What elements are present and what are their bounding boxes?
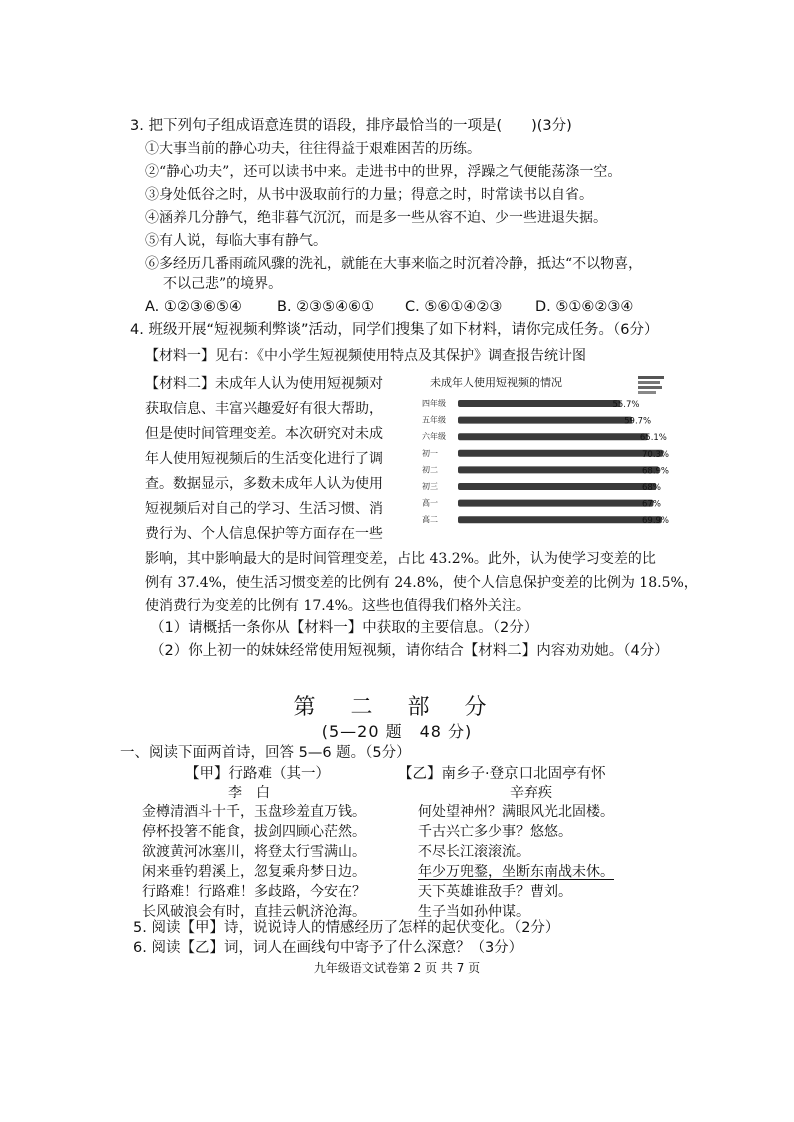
q4-material2-line-5: 查。数据显示，多数未成年人认为使用 xyxy=(145,476,383,492)
q3-sentence-3: ③身处低谷之时，从书中汲取前行的力量；得意之时，时常读书以自省。 xyxy=(145,187,593,203)
chart-value-label: 68% xyxy=(642,483,661,493)
poem-a-line-5: 行路难！行路难！多歧路，今安在？ xyxy=(142,884,366,900)
q4-material2-line-1: 【材料二】未成年人认为使用短视频对 xyxy=(145,376,383,392)
poem-a-line-1: 金樽清酒斗十千，玉盘珍羞直万钱。 xyxy=(142,804,366,820)
q4-material1: 【材料一】见右：《中小学生短视频使用特点及其保护》调查报告统计图 xyxy=(145,348,586,364)
q3-sentence-1: ①大事当前的静心功夫，往往得益于艰难困苦的历练。 xyxy=(145,141,481,157)
poem-a-line-6: 长风破浪会有时，直挂云帆济沧海。 xyxy=(142,904,366,920)
chart-category-label: 初三 xyxy=(422,482,438,491)
q5-stem: 5. 阅读【甲】诗，说说诗人的情感经历了怎样的起伏变化。（2分） xyxy=(133,920,560,936)
q4-material2-line-7: 费行为、个人信息保护等方面存在一些 xyxy=(145,526,383,542)
usage-bar-chart-svg xyxy=(420,372,670,532)
chart-value-label: 55.7% xyxy=(612,400,640,410)
chart-bar xyxy=(458,466,659,473)
q4-material2-cont-2: 例有 37.4%，使生活习惯变差的比例有 24.8%，使个人信息保护变差的比例为 18.5%， xyxy=(145,575,698,591)
q3-option-c: C. ⑤⑥①④②③ xyxy=(405,299,503,315)
chart-category-label: 初二 xyxy=(422,465,438,475)
q4-sub2: （2）你上初一的妹妹经常使用短视频，请你结合【材料二】内容劝劝她。（4分） xyxy=(150,643,669,659)
q3-stem: 3. 把下列句子组成语意连贯的语段，排序最恰当的一项是( )(3分) xyxy=(130,118,572,134)
chart-bar xyxy=(458,433,648,440)
chart-value-label: 65.1% xyxy=(639,433,667,444)
chart-category-label: 高二 xyxy=(422,515,438,525)
chart-category-label: 四年级 xyxy=(422,399,446,408)
poem-b-line-1: 何处望神州？满眼风光北固楼。 xyxy=(418,804,614,820)
q3-option-d: D. ⑤①⑥②③④ xyxy=(535,299,634,315)
q4-sub1: （1）请概括一条你从【材料一】中获取的主要信息。（2分） xyxy=(150,620,539,636)
chart-category-label: 高一 xyxy=(422,498,438,508)
q4-material2-line-3: 但是使时间管理变差。本次研究对未成 xyxy=(145,426,383,442)
chart-bar xyxy=(458,483,656,490)
q3-sentence-6-cont: 不以己悲”的境界。 xyxy=(163,276,283,292)
part2-title: 第 二 部 分 xyxy=(293,695,501,720)
part2-subtitle: (5—20 题 48 分) xyxy=(321,722,473,741)
poem-a-line-3: 欲渡黄河冰塞川，将登太行雪满山。 xyxy=(142,844,366,860)
page-footer: 九年级语文试卷第 2 页 共 7 页 xyxy=(313,961,481,975)
q3-sentence-6: ⑥多经历几番雨疏风骤的洗礼，就能在大事来临之时沉着冷静，抵达“不以物喜， xyxy=(145,256,643,272)
q3-sentence-2: ②“静心功夫”，还可以读书中来。走进书中的世界，浮躁之气便能荡涤一空。 xyxy=(145,164,622,180)
poem-b-line-6: 生子当如孙仲谋。 xyxy=(418,904,530,920)
q4-material2-cont-1: 影响，其中影响最大的是时间管理变差，占比 43.2%。此外，认为使学习变差的比 xyxy=(145,551,656,567)
chart-bar xyxy=(458,417,632,424)
section1-heading: 一、阅读下面两首诗，回答 5—6 题。（5分） xyxy=(120,745,411,761)
poem-b-line-3: 不尽长江滚滚流。 xyxy=(418,844,530,860)
chart-bar xyxy=(458,400,620,407)
poem-a-title: 【甲】行路难（其一） xyxy=(185,766,330,782)
q4-material2-line-2: 获取信息、丰富兴趣爱好有很大帮助， xyxy=(145,401,383,417)
chart-value-label: 69.9% xyxy=(642,516,670,527)
chart-category-label: 五年级 xyxy=(422,415,446,425)
q6-stem: 6. 阅读【乙】词，词人在画线句中寄予了什么深意？（3分） xyxy=(133,940,524,956)
q4-material2-line-6: 短视频后对自己的学习、生活习惯、消 xyxy=(145,501,383,517)
q3-option-b: B. ②③⑤④⑥① xyxy=(277,299,375,315)
q3-option-a: A. ①②③⑥⑤④ xyxy=(145,299,242,315)
chart-bar xyxy=(458,450,663,457)
chart-category-label: 六年级 xyxy=(422,432,446,442)
q3-sentence-4: ④涵养几分静气，绝非暮气沉沉，而是多一些从容不迫、少一些进退失据。 xyxy=(145,210,607,226)
poem-b-line-2: 千古兴亡多少事？悠悠。 xyxy=(418,824,572,840)
poem-b-line-5: 天下英雄谁敌手？曹刘。 xyxy=(418,884,572,900)
usage-bar-chart xyxy=(420,372,670,532)
poem-a-line-2: 停杯投箸不能食，拔剑四顾心茫然。 xyxy=(142,824,366,840)
q4-material2-line-4: 年人使用短视频后的生活变化进行了调 xyxy=(145,451,383,467)
chart-bar xyxy=(458,500,653,507)
poem-b-title: 【乙】南乡子·登京口北固亭有怀 xyxy=(398,766,606,782)
q4-material2-cont-3: 使消费行为变差的比例有 17.4%。这些也值得我们格外关注。 xyxy=(145,598,530,614)
chart-value-label: 59.7% xyxy=(624,416,652,427)
poem-b-line-4-underlined: 年少万兜鍪，坐断东南战未休。 xyxy=(418,864,614,880)
chart-category-label: 初一 xyxy=(422,448,438,458)
chart-value-label: 70.3% xyxy=(642,449,670,460)
chart-value-label: 67% xyxy=(642,499,661,510)
poem-a-line-4: 闲来垂钓碧溪上，忽复乘舟梦日边。 xyxy=(142,864,366,880)
chart-title: 未成年人使用短视频的情况 xyxy=(430,376,562,389)
q4-stem: 4. 班级开展“短视频利弊谈”活动，同学们搜集了如下材料，请你完成任务。（6分） xyxy=(130,322,659,338)
poem-b-author: 辛弃疾 xyxy=(510,785,552,801)
q3-sentence-5: ⑤有人说，每临大事有静气。 xyxy=(145,233,327,249)
poem-a-author: 李 白 xyxy=(228,785,270,801)
chart-bar xyxy=(458,516,662,523)
chart-legend-smudge xyxy=(638,376,664,394)
chart-value-label: 68.9% xyxy=(642,466,670,477)
